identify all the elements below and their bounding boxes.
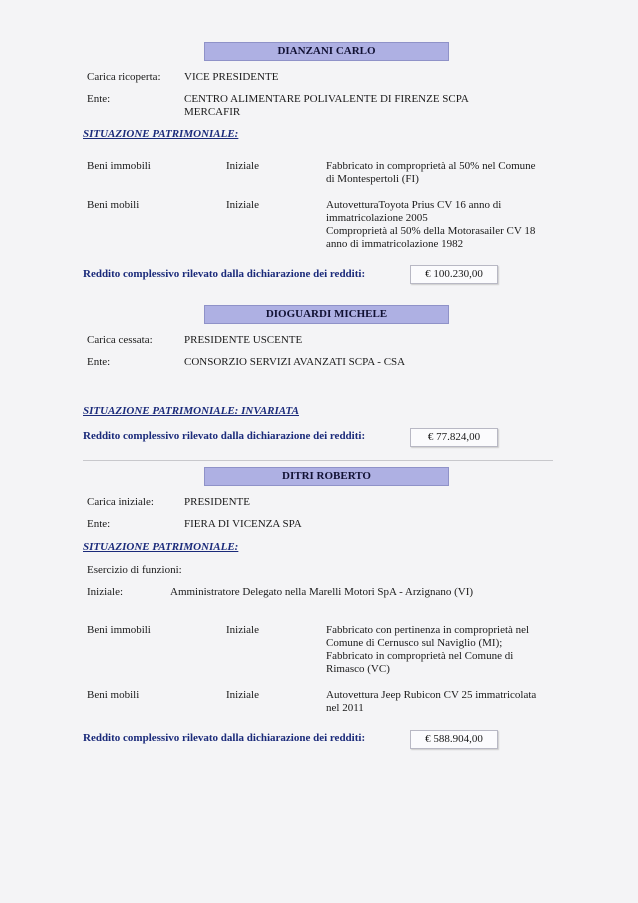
reddito-label: Reddito complessivo rilevato dalla dichiarazione dei redditi: bbox=[83, 732, 366, 744]
ente-value-line2: MERCAFIR bbox=[184, 106, 241, 118]
asset-description: Fabbricato con pertinenza in comproprietà nel Comune di Cernusco sul Naviglio (MI); Fabbricato in comproprietà nel Comune di Rimasco (VC) bbox=[326, 624, 530, 675]
asset-phase: Iniziale bbox=[226, 624, 259, 636]
ente-label: Ente: bbox=[87, 518, 111, 530]
reddito-label: Reddito complessivo rilevato dalla dichiarazione dei redditi: bbox=[83, 430, 366, 442]
reddito-amount: € 588.904,00 bbox=[410, 730, 498, 749]
section-divider bbox=[83, 460, 553, 461]
person-name-header: DITRI ROBERTO bbox=[204, 467, 449, 486]
asset-phase: Iniziale bbox=[226, 160, 259, 172]
person-name-header: DIANZANI CARLO bbox=[204, 42, 449, 61]
person-name-header: DIOGUARDI MICHELE bbox=[204, 305, 449, 324]
asset-description: Autovettura Jeep Rubicon CV 25 immatricolata nel 2011 bbox=[326, 689, 537, 714]
role-label: Carica cessata: bbox=[87, 334, 153, 346]
role-value: PRESIDENTE bbox=[184, 496, 250, 508]
role-label: Carica ricoperta: bbox=[87, 71, 161, 83]
asset-phase: Iniziale bbox=[226, 689, 259, 701]
iniziale-value: Amministratore Delegato nella Marelli Motori SpA - Arzignano (VI) bbox=[170, 586, 474, 598]
section-title: SITUAZIONE PATRIMONIALE: INVARIATA bbox=[83, 405, 299, 417]
role-label: Carica iniziale: bbox=[87, 496, 154, 508]
role-value: PRESIDENTE USCENTE bbox=[184, 334, 303, 346]
ente-label: Ente: bbox=[87, 93, 111, 105]
reddito-amount: € 100.230,00 bbox=[410, 265, 498, 284]
asset-description: Fabbricato in comproprietà al 50% nel Comune di Montespertoli (FI) bbox=[326, 160, 536, 185]
asset-phase: Iniziale bbox=[226, 199, 259, 211]
reddito-amount: € 77.824,00 bbox=[410, 428, 498, 447]
section-title: SITUAZIONE PATRIMONIALE: bbox=[83, 541, 239, 553]
ente-value-line1: FIERA DI VICENZA SPA bbox=[184, 518, 302, 530]
asset-type: Beni mobili bbox=[87, 689, 140, 701]
asset-type: Beni mobili bbox=[87, 199, 140, 211]
asset-type: Beni immobili bbox=[87, 624, 151, 636]
asset-type: Beni immobili bbox=[87, 160, 151, 172]
asset-description: AutovetturaToyota Prius CV 16 anno di immatricolazione 2005 Comproprietà al 50% della Motorasailer CV 18 anno di immatricolazione 1982 bbox=[326, 199, 536, 250]
reddito-label: Reddito complessivo rilevato dalla dichiarazione dei redditi: bbox=[83, 268, 366, 280]
role-value: VICE PRESIDENTE bbox=[184, 71, 279, 83]
ente-label: Ente: bbox=[87, 356, 111, 368]
esercizio-label: Esercizio di funzioni: bbox=[87, 564, 182, 576]
section-title: SITUAZIONE PATRIMONIALE: bbox=[83, 128, 239, 140]
ente-value-line1: CONSORZIO SERVIZI AVANZATI SCPA - CSA bbox=[184, 356, 406, 368]
iniziale-label: Iniziale: bbox=[87, 586, 124, 598]
ente-value-line1: CENTRO ALIMENTARE POLIVALENTE DI FIRENZE SCPA bbox=[184, 93, 469, 105]
